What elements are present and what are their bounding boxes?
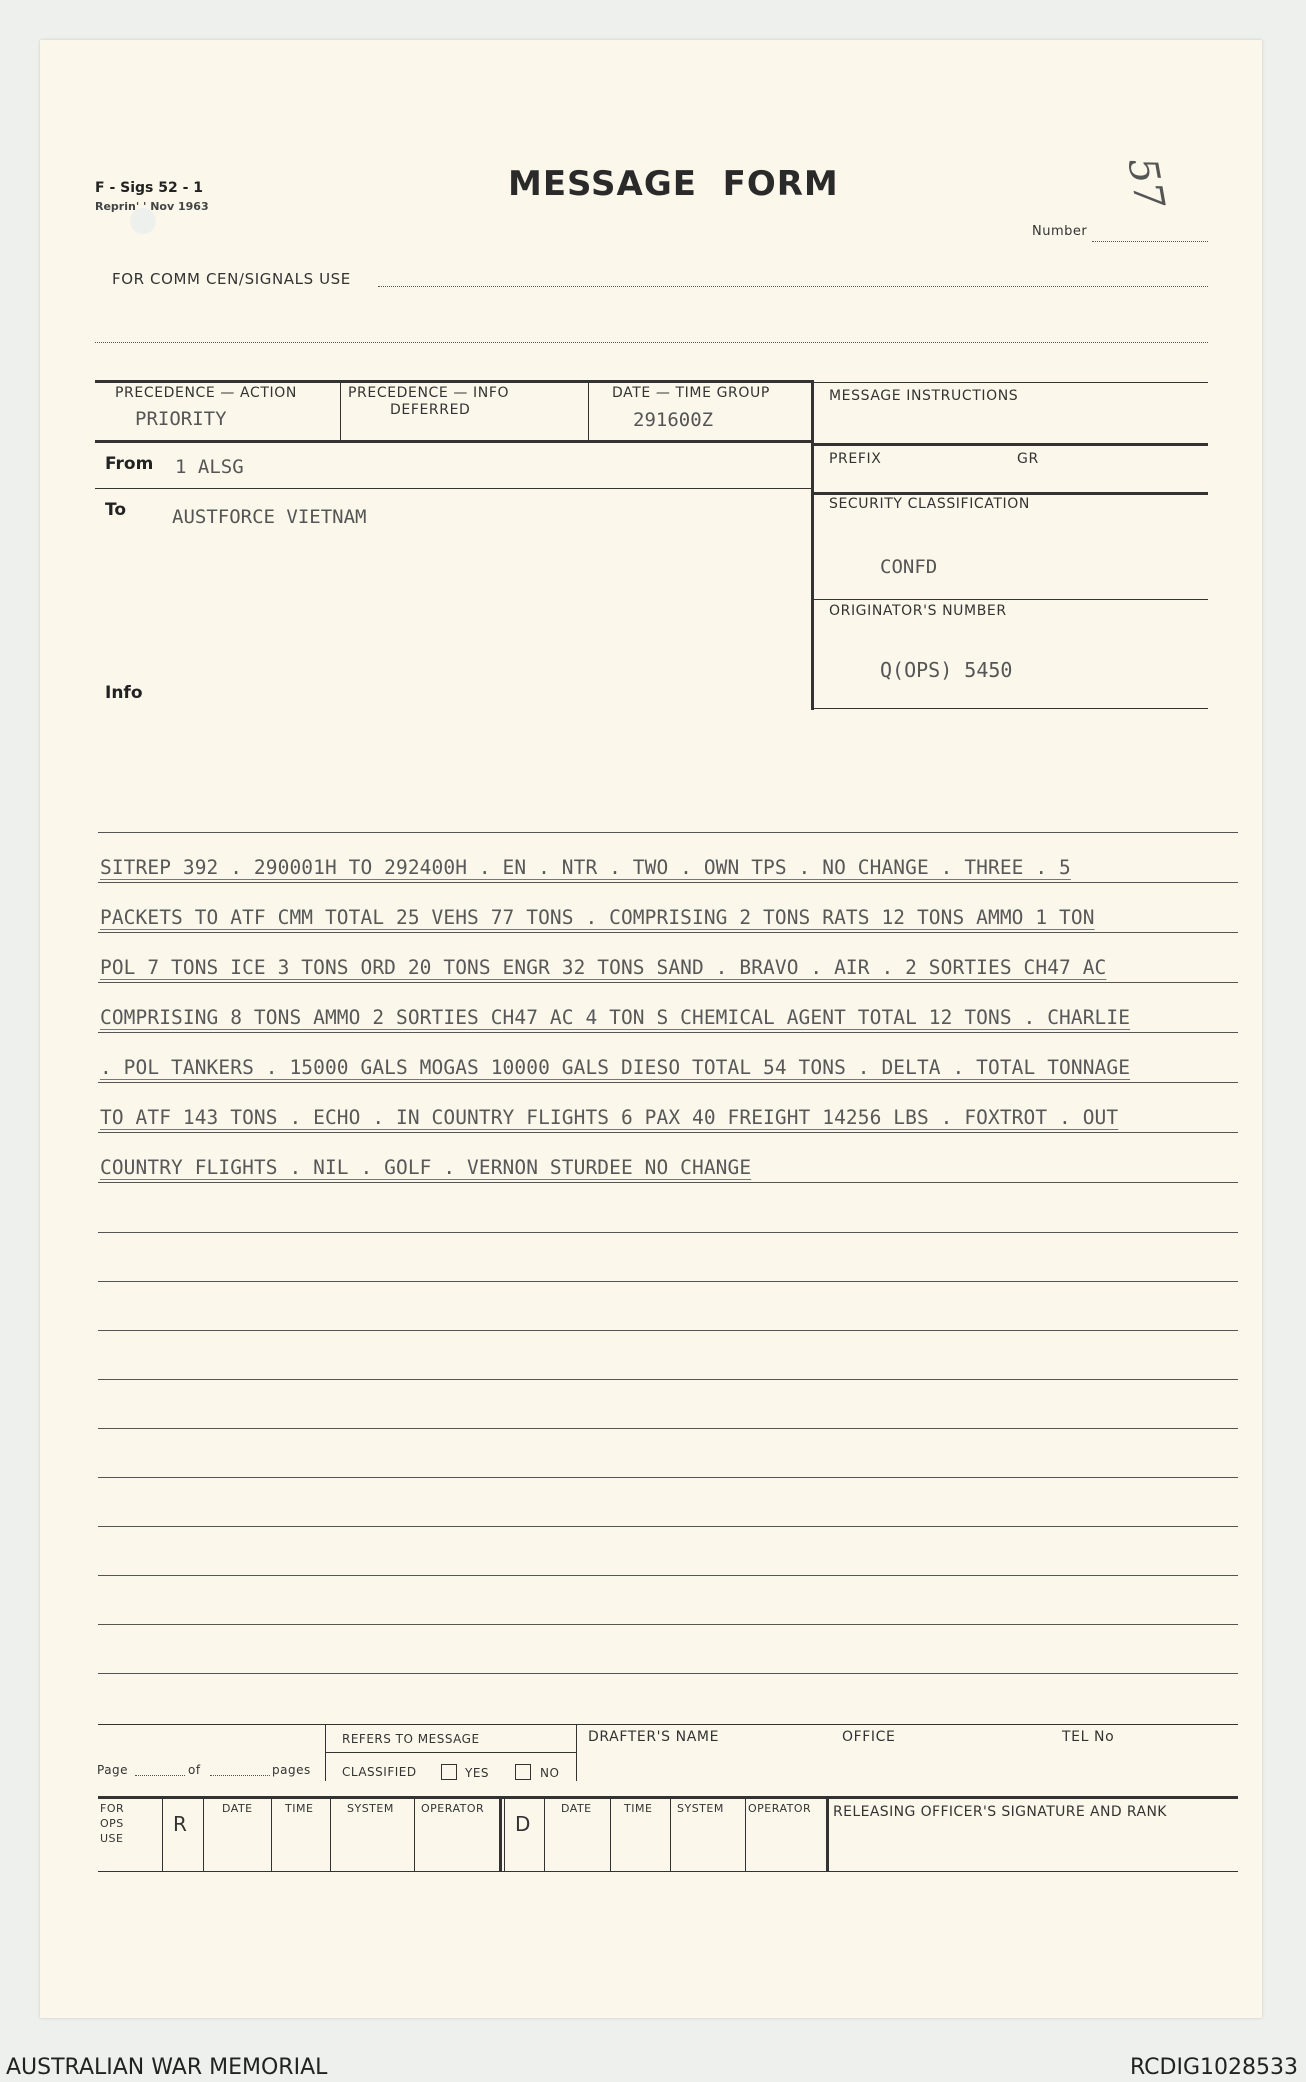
empty-line[interactable]	[98, 1477, 1238, 1478]
archive-footer-left: AUSTRALIAN WAR MEMORIAL	[6, 2055, 328, 2080]
handwritten-number: 57	[1118, 153, 1173, 213]
body-line[interactable]: SITREP 392 . 290001H TO 292400H . EN . NTR . TWO . OWN TPS . NO CHANGE . THREE . 5	[98, 833, 1238, 883]
comm-cen-field[interactable]	[378, 286, 1208, 287]
date-label-1: DATE	[222, 1802, 253, 1815]
empty-line[interactable]	[98, 1526, 1238, 1527]
comm-cen-label: FOR COMM CEN/SIGNALS USE	[112, 270, 351, 288]
page-number-field[interactable]	[135, 1775, 185, 1776]
system-label-2: SYSTEM	[677, 1802, 724, 1815]
body-line[interactable]: TO ATF 143 TONS . ECHO . IN COUNTRY FLIGHTS 6 PAX 40 FREIGHT 14256 LBS . FOXTROT . OUT	[98, 1083, 1238, 1133]
office-label: OFFICE	[842, 1729, 896, 1745]
precedence-info-label: PRECEDENCE — INFO	[348, 385, 510, 401]
empty-line[interactable]	[98, 1624, 1238, 1625]
prefix-label: PREFIX	[829, 451, 882, 467]
operator-label-1: OPERATOR	[421, 1802, 485, 1815]
reprint-date: Reprin' ' Nov 1963	[95, 200, 209, 213]
body-line[interactable]: COUNTRY FLIGHTS . NIL . GOLF . VERNON STURDEE NO CHANGE	[98, 1133, 1238, 1183]
empty-line[interactable]	[98, 1673, 1238, 1674]
form-code: F - Sigs 52 - 1	[95, 180, 204, 196]
message-instructions-label: MESSAGE INSTRUCTIONS	[829, 388, 1019, 404]
precedence-info-deferred: DEFERRED	[390, 402, 471, 418]
to-label: To	[105, 500, 127, 520]
precedence-action-value[interactable]: PRIORITY	[135, 408, 227, 430]
message-form-sheet	[40, 40, 1262, 2018]
no-label: NO	[540, 1766, 560, 1780]
number-label: Number	[1032, 224, 1088, 239]
precedence-action-label: PRECEDENCE — ACTION	[115, 385, 297, 401]
r-label: R	[173, 1812, 187, 1836]
pages-label: pages	[272, 1763, 311, 1777]
gr-label: GR	[1017, 451, 1039, 467]
time-label-2: TIME	[624, 1802, 653, 1815]
system-label-1: SYSTEM	[347, 1802, 394, 1815]
number-field[interactable]	[1092, 241, 1208, 242]
from-label: From	[105, 454, 154, 474]
empty-line[interactable]	[98, 1281, 1238, 1282]
for-ops-use-label: FOR OPS USE	[100, 1802, 125, 1845]
comm-cen-field-2[interactable]	[95, 342, 1208, 343]
empty-line[interactable]	[98, 1330, 1238, 1331]
total-pages-field[interactable]	[210, 1775, 270, 1776]
empty-line[interactable]	[98, 1428, 1238, 1429]
yes-label: YES	[465, 1766, 490, 1780]
drafters-name-label: DRAFTER'S NAME	[588, 1729, 720, 1745]
dtg-value[interactable]: 291600Z	[633, 409, 714, 431]
releasing-officer-label: RELEASING OFFICER'S SIGNATURE AND RANK	[833, 1804, 1167, 1820]
body-line[interactable]: PACKETS TO ATF CMM TOTAL 25 VEHS 77 TONS . COMPRISING 2 TONS RATS 12 TONS AMMO 1 TON	[98, 883, 1238, 933]
archive-footer-right: RCDIG1028533	[1129, 2055, 1298, 2080]
time-label-1: TIME	[285, 1802, 314, 1815]
page-title: MESSAGE FORM	[508, 164, 839, 204]
empty-line[interactable]	[98, 1379, 1238, 1380]
refers-to-message-label: REFERS TO MESSAGE	[342, 1732, 480, 1746]
operator-label-2: OPERATOR	[748, 1802, 812, 1815]
info-label: Info	[105, 683, 143, 703]
classified-yes-checkbox[interactable]	[441, 1764, 457, 1780]
tel-no-label: TEL No	[1062, 1729, 1115, 1745]
d-label: D	[515, 1812, 531, 1836]
to-value[interactable]: AUSTFORCE VIETNAM	[172, 506, 367, 528]
security-classification-value[interactable]: CONFD	[880, 556, 938, 578]
body-line[interactable]: . POL TANKERS . 15000 GALS MOGAS 10000 GALS DIESO TOTAL 54 TONS . DELTA . TOTAL TONNAGE	[98, 1033, 1238, 1083]
body-line[interactable]: POL 7 TONS ICE 3 TONS ORD 20 TONS ENGR 32 TONS SAND . BRAVO . AIR . 2 SORTIES CH47 AC	[98, 933, 1238, 983]
empty-line[interactable]	[98, 1575, 1238, 1576]
page-label: Page	[97, 1763, 129, 1777]
date-label-2: DATE	[561, 1802, 592, 1815]
classified-no-checkbox[interactable]	[515, 1764, 531, 1780]
originator-number-value[interactable]: Q(OPS) 5450	[880, 658, 1013, 682]
classified-label: CLASSIFIED	[342, 1765, 417, 1779]
security-classification-label: SECURITY CLASSIFICATION	[829, 496, 1030, 512]
body-line[interactable]: COMPRISING 8 TONS AMMO 2 SORTIES CH47 AC 4 TON S CHEMICAL AGENT TOTAL 12 TONS . CHARLIE	[98, 983, 1238, 1033]
originator-number-label: ORIGINATOR'S NUMBER	[829, 603, 1007, 619]
from-value[interactable]: 1 ALSG	[175, 456, 244, 478]
empty-line[interactable]	[98, 1232, 1238, 1233]
of-label: of	[188, 1763, 201, 1777]
dtg-label: DATE — TIME GROUP	[612, 385, 770, 401]
